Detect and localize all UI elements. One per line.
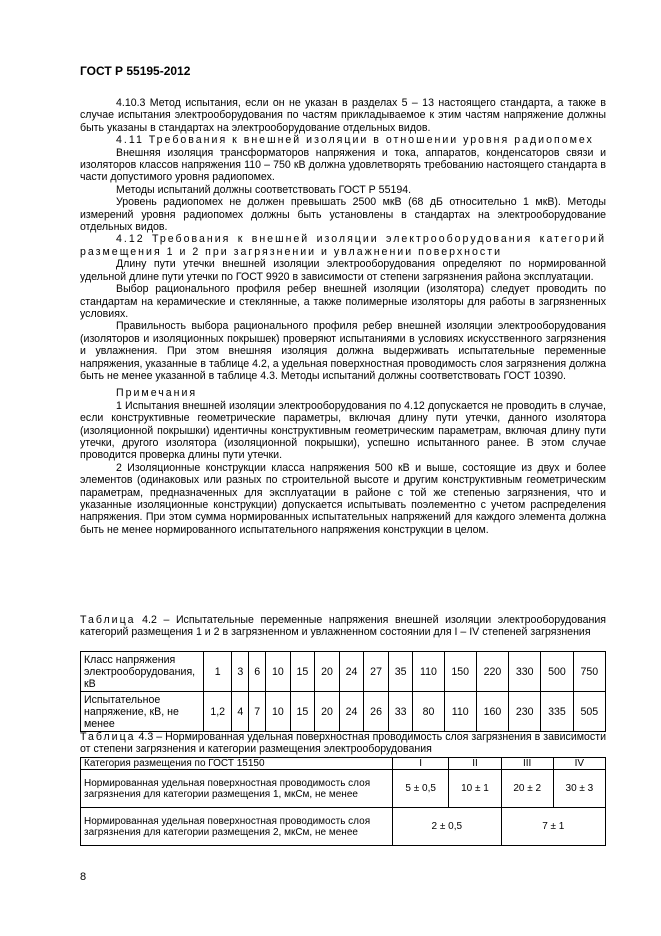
table-4-2 (80, 651, 606, 732)
table-cell: 20 ± 2 (501, 770, 553, 808)
table-header-row (81, 758, 606, 770)
table-cell: 1 (204, 652, 232, 692)
note-1: 1 Испытания внешней изоляции электрооборудования по 4.12 допускается не проводить в случае, если конструктивные геометрические параметры, включая длину пути утечки, данного изолятора (изоляционной покрышки) идентичны конструктивным геометрическим параметрам, включая длину пути утечки, другого изолятора (изоляционной покрышки), успешно испытанного ранее. В этом случае проводится проверка длины пути утечки. (80, 399, 606, 462)
table-cell: 4 (232, 692, 249, 732)
table-cell: 7 ± 1 (501, 808, 605, 846)
table-cell: 15 (290, 692, 315, 732)
table-row-label: Нормированная удельная поверхностная проводимость слоя загрязнения для категории размещения 2, мкСм, не менее (81, 808, 393, 846)
note-2: 2 Изоляционные конструкции класса напряжения 500 кВ и выше, состоящие из двух и более элементов (одинаковых или разных по строительной высоте и другим конструктивным геометрическим параметрам, предназначенных для эксплуатации в районе с той же степенью загрязнения, что и указанные изоляционные конструкции) допускается испытывать поэлементно с учетом распределения напряжения. При этом сумма нормированных испытательных напряжений для каждого элемента должна быть не менее нормированного испытательного напряжения конструкции в целом. (80, 461, 606, 536)
paragraph-4-10-3: 4.10.3 Метод испытания, если он не указан в разделах 5 – 13 настоящего стандарта, а также в случае испытания электрооборудования по частям прикладываемое к этим частям напряжение должны быть указаны в стандартах на электрооборудование отдельных видов. (80, 97, 606, 134)
table-4-2-caption (80, 614, 606, 639)
table-cell: 27 (364, 652, 389, 692)
table-cell: 30 ± 3 (553, 770, 605, 808)
table-header-cell: IV (553, 758, 605, 770)
table-cell: 6 (249, 652, 266, 692)
heading-4-11: 4.11 Требования к внешней изоляции в отношении уровня радиопомех (116, 134, 594, 147)
table-header-label: Категория размещения по ГОСТ 15150 (81, 758, 393, 770)
table-cell: 20 (315, 692, 340, 732)
body-text (80, 97, 606, 536)
table-row-label: Нормированная удельная поверхностная проводимость слоя загрязнения для категории размещения 1, мкСм, не менее (81, 770, 393, 808)
table-cell: 5 ± 0,5 (393, 770, 449, 808)
table-4-3 (80, 757, 606, 846)
notes-heading: Примечания (116, 387, 198, 400)
table-cell: 220 (476, 652, 508, 692)
table-cell: 335 (541, 692, 573, 732)
table-row-label: Испытательное напряжение, кВ, не менее (81, 692, 204, 732)
table-cell: 150 (444, 652, 476, 692)
table-header-cell: III (501, 758, 553, 770)
paragraph-4-12-c: Правильность выбора рационального профиля ребер внешней изоляции электрооборудования (изоляторов и изоляционных покрышек) проверяют испытаниями в условиях искусственного загрязнения и увлажнения. При этом внешняя изоляция должна выдерживать испытательные переменные напряжения, указанные в таблице 4.2, а удельная поверхностная проводимость слоя загрязнения должна быть не менее указанной в таблице 4.3. Методы испытаний должны соответствовать ГОСТ 10390. (80, 320, 606, 382)
page-number: 8 (80, 871, 87, 883)
table-cell: 505 (573, 692, 605, 732)
table-row (81, 692, 606, 732)
heading-4-12: 4.12 Требования к внешней изоляции электрооборудования категорий размещения 1 и 2 при загрязнении и увлажнении поверхности (80, 233, 606, 258)
table-cell: 26 (364, 692, 389, 732)
table-cell: 110 (444, 692, 476, 732)
table-cell: 10 (266, 692, 291, 732)
table-cell: 3 (232, 652, 249, 692)
table-row (81, 808, 606, 846)
table-cell: 24 (339, 652, 364, 692)
table-label: Таблица (80, 731, 136, 743)
document-id-header: ГОСТ Р 55195-2012 (80, 64, 191, 78)
table-cell: 330 (509, 652, 541, 692)
table-label: Таблица (80, 614, 136, 626)
table-cell: 7 (249, 692, 266, 732)
table-cell: 10 ± 1 (449, 770, 501, 808)
paragraph-4-11-c: Уровень радиопомех не должен превышать 2500 мкВ (68 дБ относительно 1 мкВ). Методы измерений уровня радиопомех должны быть установлены в стандартах на электрооборудование отдельных видов. (80, 196, 606, 234)
table-caption-text: 4.3 – Нормированная удельная поверхностная проводимость слоя загрязнения в зависимости от степени загрязнения и категории размещения электрооборудования (80, 731, 606, 756)
table-cell: 230 (509, 692, 541, 732)
paragraph-4-12-b: Выбор рационального профиля ребер внешней изоляции (изолятора) следует проводить по стандартам на керамические и стеклянные, а также полимерные изоляторы для работы в загрязненных условиях. (80, 283, 606, 320)
table-cell: 20 (315, 652, 340, 692)
table-cell: 10 (266, 652, 291, 692)
paragraph-4-12-a: Длину пути утечки внешней изоляции электрооборудования определяют по нормированной удельной длине пути утечки по ГОСТ 9920 в зависимости от степени загрязнения района эксплуатации. (80, 258, 606, 283)
table-4-3-caption (80, 731, 606, 756)
table-cell: 35 (388, 652, 413, 692)
table-header-cell: II (449, 758, 501, 770)
table-cell: 2 ± 0,5 (393, 808, 502, 846)
table-cell: 110 (413, 652, 444, 692)
table-header-cell: I (393, 758, 449, 770)
table-caption-text: 4.2 – Испытательные переменные напряжения внешней изоляции электрооборудования категорий размещения 1 и 2 в загрязненном и увлажненном состоянии для I – IV степеней загрязнения (80, 614, 606, 639)
table-cell: 15 (290, 652, 315, 692)
table-row (81, 652, 606, 692)
table-cell: 750 (573, 652, 605, 692)
table-cell: 1,2 (204, 692, 232, 732)
table-cell: 160 (476, 692, 508, 732)
table-row (81, 770, 606, 808)
paragraph-4-11-a: Внешняя изоляция трансформаторов напряжения и тока, аппаратов, конденсаторов связи и изоляторов классов напряжения 110 – 750 кВ должна удовлетворять требованию настоящего стандарта в части допустимого уровня радиопомех. (80, 146, 606, 184)
table-cell: 24 (339, 692, 364, 732)
table-cell: 33 (388, 692, 413, 732)
table-cell: 80 (413, 692, 444, 732)
table-cell: 500 (541, 652, 573, 692)
table-row-label: Класс напряжения электрооборудования, кВ (81, 652, 204, 692)
paragraph-4-11-b: Методы испытаний должны соответствовать ГОСТ Р 55194. (116, 183, 412, 196)
